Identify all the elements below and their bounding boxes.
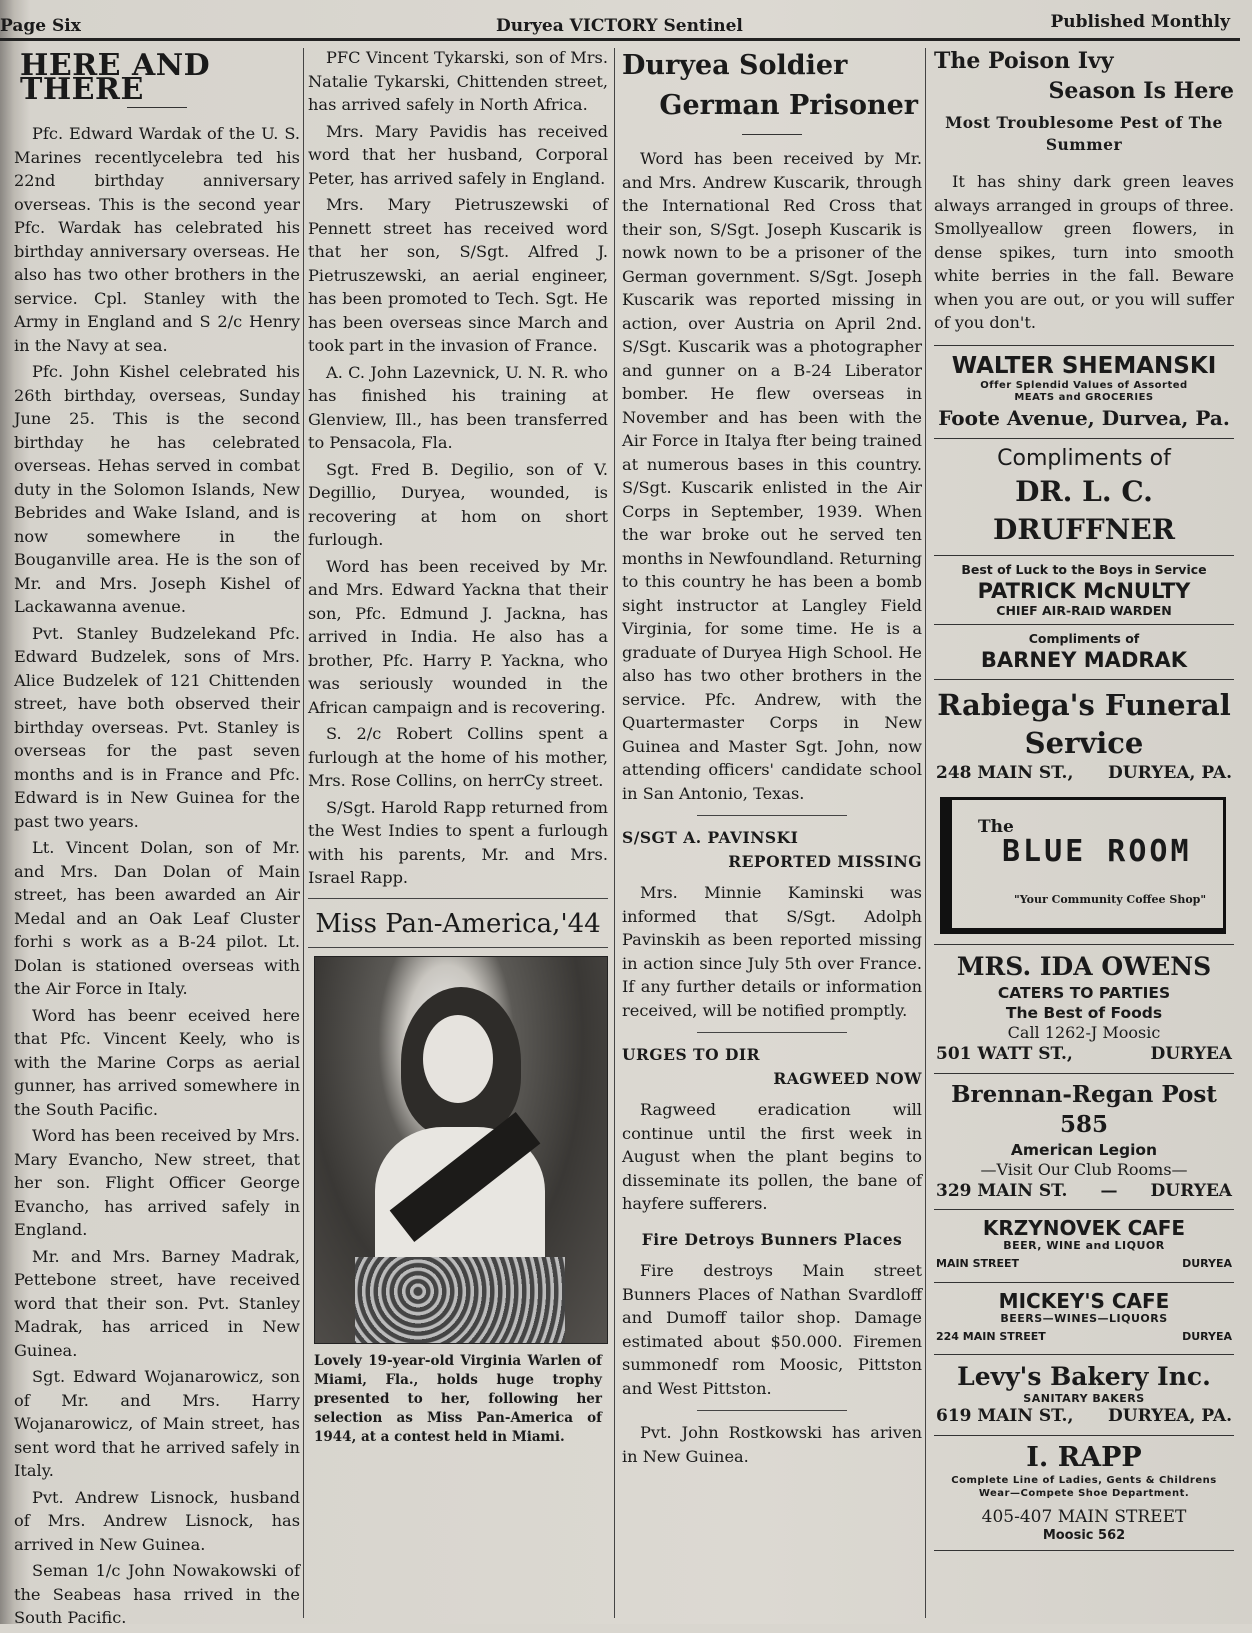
column-divider [614,48,615,1618]
ad-mickeys [934,1282,1234,1355]
story-body: Fire destroys Main street Bunners Places of Nathan Svardloff and Dumoff tailor shop. Damage estimated about $50.000. Firemen summonedf rom Moosic, Pittston and West Pittston. [622,1261,922,1398]
publication-frequency: Published Monthly [1050,12,1230,32]
section-rule [697,1410,847,1411]
ad-krzynovek [934,1209,1234,1282]
ad-address: 501 WATT ST., [936,1044,1073,1064]
photo-caption: Lovely 19-year-old Virginia Warlen of Miami, Fla., holds huge trophy presented to her, following her selection as Miss Pan-America of 1944, at a contest held in Miami. [314,1352,602,1445]
heading-rule [127,107,187,108]
ad-city: DURYEA, PA. [1108,762,1232,783]
news-item: Pfc. Edward Wardak of the U. S. Marines recentlycelebra ted his 22nd birthday anniversary overseas. This is the second year Pfc. Wardak has celebrated his birthday anniversary overseas. He also has two other brothers in the service. Cpl. Stanley with the Army in England and S 2/c Henry in the Navy at sea. [14,124,300,355]
ad-tagline: Complete Line of Ladies, Gents & Childrens Wear—Compete Shoe Department. [951,1474,1217,1499]
photo-face [423,1015,493,1103]
ad-tagline: Best of Luck to the Boys in Service [961,561,1207,577]
ad-address: 248 MAIN ST., [936,762,1074,783]
page-number: Page Six [0,16,81,36]
ad-address-row [934,762,1234,786]
ad-slogan: "Your Community Coffee Shop" [1014,893,1207,906]
ad-tagline: The Best of Foods [1005,1004,1163,1022]
ad-address: 329 MAIN ST. [936,1180,1068,1201]
ad-phone: Moosic 562 [1042,1527,1126,1543]
news-item: Pfc. John Kishel celebrated his 26th birthday, overseas, Sunday June 25. This is the second birthday he has celebrated overseas. Hehas served in combat duty in the Solomon Islands, New Bebrides and Wake Island, and is now somewhere in the Bouganville area. He is the son of Mr. and Mrs. Joseph Kishel of Lackawanna avenue. [14,362,300,616]
story-headline-line2: German Prisoner [659,90,918,121]
ad-druffner [934,438,1234,555]
ad-address-row [934,1252,1234,1276]
ad-address: 405-407 MAIN STREET [981,1506,1187,1527]
news-item: PFC Vincent Tykarski, son of Mrs. Natalie Tykarski, Chittenden street, has arrived safely in North Africa. [308,48,608,114]
column-news-continued [308,46,608,1447]
ad-tagline: American Legion [1010,1140,1158,1159]
news-item: Pvt. Andrew Lisnock, husband of Mrs. Andrew Lisnock, has arrived in New Guinea. [14,1487,300,1554]
ad-phone: Call 1262-J Moosic [1007,1023,1161,1042]
ad-address: MAIN STREET [936,1257,1020,1270]
ad-rabiega [934,679,1234,792]
news-item: Word has beenr eceived here that Pfc. Vincent Keely, who is with the Marine Corps as aerial gunner, has arrived somewhere in the South Pacific. [14,1005,300,1119]
news-item: Lt. Vincent Dolan, son of Mr. and Mrs. Dan Dolan of Main street, has been awarded an Air Medal and an Oak Leaf Cluster forhi s work as a B-24 pilot. Lt. Dolan is stationed overseas with the Air Force in Italy. [14,838,300,998]
story-body: Word has been received by Mr. and Mrs. Andrew Kuscarik, through the International Red Cross that their son, S/Sgt. Joseph Kuscarik is nowk nown to be a prisoner of the German government. S/Sgt. Joseph Kuscarik was reported missing in action, over Austria on April 2nd. S/Sgt. Kuscarik was a photographer and gunner on a B-24 Liberator bomber. He flew overseas in November and has been with the Air Force in Italya fter being trained at numerous bases in this country. S/Sgt. Kuscarik enlisted in the Air Corps in September, 1939. When the war broke out he served ten months in Newfoundland. Returning to this country he has been a bomb sight instructor at Langley Field Virginia, for some time. He is a graduate of Duryea High School. He also has two other brothers in the service. Pfc. Andrew, with the Quartermaster Corps in New Guinea and Master Sgt. John, now attending officers' candidate school in San Antonio, Texas. [622,149,922,803]
news-item: Seman 1/c John Nowakowski of the Seabeas hasa rrived in the South Pacific. [14,1561,300,1627]
ad-name: PATRICK McNULTY [977,578,1191,603]
ad-tagline: The [978,817,1014,837]
news-item: Sgt. Fred B. Degilio, son of V. Degillio, Duryea, wounded, is recovering at hom on short furlough. [308,459,608,549]
ad-name: I. RAPP [1026,1441,1142,1473]
section-rule [308,898,608,899]
ad-dash: — [1100,1180,1118,1201]
ad-address: Foote Avenue, Durvea, Pa. [938,405,1230,430]
section-rule [308,947,608,948]
news-item: Mr. and Mrs. Barney Madrak, Pettebone street, have received word that their son. Pvt. Stanley Madrak, has arriced in New Guinea. [14,1246,300,1360]
ad-name: Brennan-Regan Post 585 [951,1080,1217,1138]
ad-tagline: BEER, WINE and LIQUOR [1003,1239,1165,1252]
ad-name: KRZYNOVEK CAFE [982,1216,1186,1240]
ad-i-rapp [934,1435,1234,1551]
ad-ida-owens [934,944,1234,1073]
ad-city: DURYEA [1150,1044,1232,1064]
portrait-photo [314,956,608,1344]
ad-address-row [934,1180,1234,1204]
ivy-text: It has shiny dark green leaves always arranged in groups of three. Smollyeallow green flowers, in dense spikes, turn into smooth white berries in the fall. Beware when you are out, or you will suffer of you don't. [934,172,1234,332]
column-here-and-there [14,46,300,1633]
section-rule [697,1032,847,1033]
ivy-headline-line1: The Poison Ivy [934,48,1114,74]
newspaper-title: Duryea VICTORY Sentinel [496,16,743,36]
ad-tagline: Compliments of [997,445,1171,471]
ad-blue-room [940,797,1226,934]
ad-tagline: CATERS TO PARTIES [997,984,1171,1002]
ivy-headline-line2: Season Is Here [1048,78,1234,104]
story-headline: URGES TO DIR [622,1045,761,1064]
ad-tagline: Compliments of [1028,630,1140,646]
heading-rule [742,134,802,135]
story-headline: S/SGT A. PAVINSKI [622,828,799,847]
ad-tagline: SANITARY BAKERS [1023,1392,1145,1405]
story-headline: Fire Detroys Bunners Places [641,1229,903,1249]
ad-tagline: BEERS—WINES—LIQUORS [1000,1311,1168,1325]
ad-address-row [934,1405,1234,1429]
masthead [0,8,1240,38]
ad-address: 619 MAIN ST., [936,1406,1074,1426]
ad-madrak [934,624,1234,679]
news-item: S/Sgt. Harold Rapp returned from the West Indies to spent a furlough with his parents, Mr. and Mrs. Israel Rapp. [308,797,608,887]
news-item: A. C. John Lazevnick, U. N. R. who has finished his training at Glenview, Ill., has been transferred to Pensacola, Fla. [308,362,608,452]
story-body: Mrs. Minnie Kaminski was informed that S/Sgt. Adolph Pavinskih as been reported missing in action since July 5th over France. If any further details or information received, will be notified promptly. [622,883,922,1020]
ad-name: BARNEY MADRAK [980,647,1188,672]
ad-address-row [934,1043,1234,1067]
ad-address: 224 MAIN STREET [936,1329,1046,1343]
section-heading: HERE AND THERE [20,48,211,107]
news-item: S. 2/c Robert Collins spent a furlough at the home of his mother, Mrs. Rose Collins, on herrCy street. [308,724,608,790]
photo-heading: Miss Pan-America,'44 [315,908,601,939]
ad-tagline: Offer Splendid Values of Assorted [980,379,1188,391]
column-divider [925,48,926,1618]
ad-tagline: —Visit Our Club Rooms— [980,1159,1188,1179]
column-divider [303,48,304,1618]
news-item: Mrs. Mary Pietruszewski of Pennett street has received word that her son, S/Sgt. Alfred J. Pietruszewski, an aerial engineer, has been promoted to Tech. Sgt. He has been overseas since March and took part in the invasion of France. [308,195,608,355]
story-headline: RAGWEED NOW [773,1068,922,1088]
story-body: Pvt. John Rostkowski has ariven in New Guinea. [622,1423,922,1466]
ad-name: Levy's Bakery Inc. [957,1362,1211,1391]
ad-name: Rabiega's Funeral [937,687,1231,722]
ad-city: DURYEA [1182,1257,1232,1270]
story-headline: REPORTED MISSING [728,851,922,871]
column-ads [934,46,1234,1551]
ad-name: Service [1024,725,1144,760]
column-soldier-news [622,46,922,1471]
news-item: Sgt. Edward Wojanarowicz, son of Mr. and Mrs. Harry Wojanarowicz, of Main street, has sent word that he arrived safely in Italy. [14,1367,300,1480]
news-item: Word has been received by Mrs. Mary Evancho, New street, that her son. Flight Officer George Evancho, has arrived safely in England. [14,1126,300,1239]
section-rule [697,815,847,816]
ad-name: WALTER SHEMANSKI [951,352,1217,379]
ad-name: MRS. IDA OWENS [956,952,1212,981]
ad-name: DR. L. C. DRUFFNER [993,474,1175,546]
news-item: Mrs. Mary Pavidis has received word that her husband, Corporal Peter, has arrived safely in England. [308,121,608,188]
ad-title: CHIEF AIR-RAID WARDEN [996,602,1172,618]
ad-city: DURYEA [1150,1180,1232,1201]
masthead-rule [0,38,1240,41]
ad-name: MICKEY'S CAFE [998,1288,1170,1313]
ad-levys-bakery [934,1354,1234,1435]
ad-city: DURYEA, PA. [1108,1406,1232,1426]
ivy-subheadline: Most Troublesome Pest of The Summer [945,113,1223,154]
ad-mcnulty [934,555,1234,624]
news-item: Word has been received by Mr. and Mrs. Edward Yackna that their son, Pfc. Edmund J. Jackna, has arrived in India. He also has a brother, Pfc. Harry P. Yackna, who was seriously wounded in the African campaign and is recovering. [308,556,608,717]
photo-skirt [355,1257,565,1343]
ad-brennan-regan [934,1073,1234,1210]
ad-tagline: MEATS and GROCERIES [1014,391,1154,403]
ad-address-row [934,1325,1234,1349]
ad-name: BLUE ROOM [1002,834,1192,869]
ad-city: DURYEA [1182,1329,1232,1343]
news-item: Pvt. Stanley Budzelekand Pfc. Edward Budzelek, sons of Mrs. Alice Budzelek of 121 Chittenden street, have both observed their birthday overseas. Pvt. Stanley is overseas for the past seven months and is in France and Pfc. Edward is in New Guinea for the past two years. [14,623,300,831]
story-body: Ragweed eradication will continue until the first week in August when the plant begins to disseminate its pollen, the bane of hayfere sufferers. [622,1100,922,1213]
story-headline-line1: Duryea Soldier [622,50,848,81]
ad-shemanski [934,345,1234,438]
